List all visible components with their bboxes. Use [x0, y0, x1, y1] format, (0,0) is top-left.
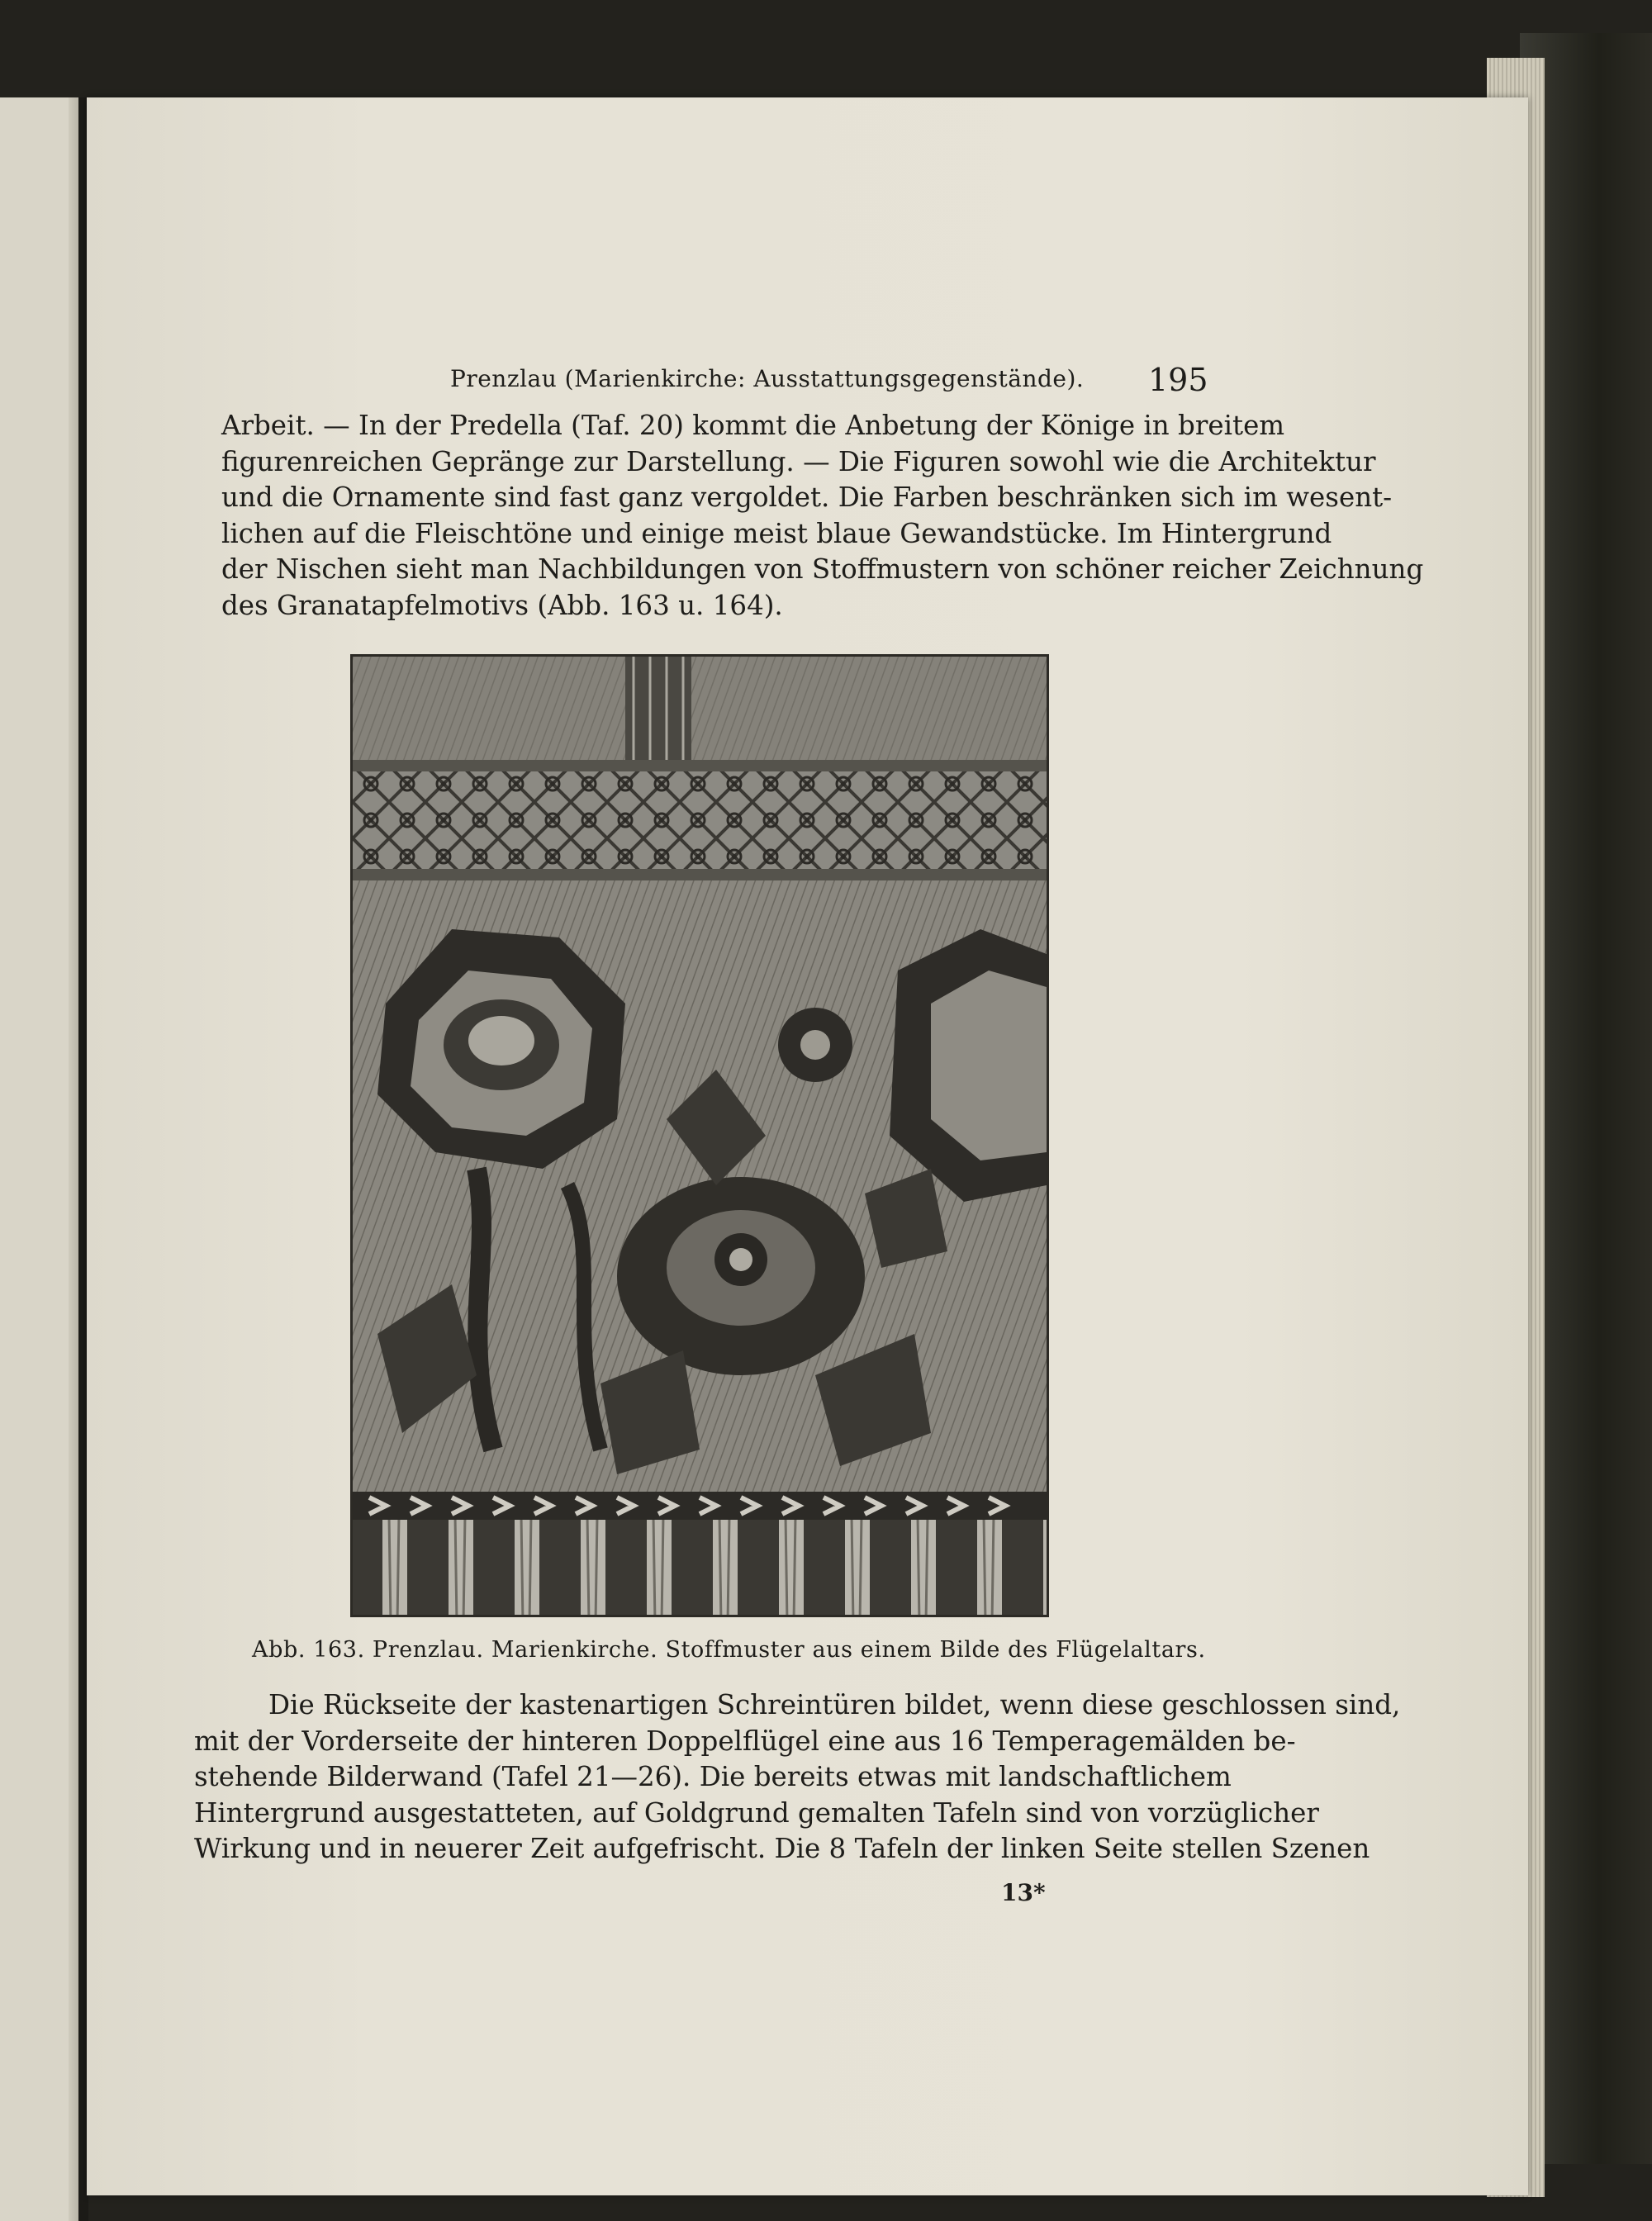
- text-line: figurenreichen Gepränge zur Darstellung. — Die Figuren sowohl wie die Architektur: [221, 445, 1376, 477]
- text-line: Die Rückseite der kastenartigen Schreintüren bildet, wenn diese geschlossen sind,: [268, 1689, 1401, 1720]
- text-line: Hintergrund ausgestatteten, auf Goldgrund gemalten Tafeln sind von vorzüglicher: [194, 1796, 1319, 1829]
- text-line: Arbeit. — In der Predella (Taf. 20) kommt die Anbetung der Könige in breitem: [221, 410, 1285, 441]
- paragraph-2: [194, 1687, 1401, 1867]
- text-line: mit der Vorderseite der hinteren Doppelflügel eine aus 16 Temperagemälden be-: [194, 1725, 1296, 1757]
- text-line: der Nischen sieht man Nachbildungen von Stoffmustern von schöner reicher Zeichnung: [221, 553, 1424, 585]
- text-line: und die Ornamente sind fast ganz vergoldet. Die Farben beschränken sich im wesent-: [221, 482, 1393, 513]
- signature-mark: 13*: [1001, 1879, 1046, 1906]
- fabric-pattern-illustration: [350, 654, 1049, 1617]
- facing-page-edge: [0, 97, 78, 2221]
- running-head: Prenzlau (Marienkirche: Ausstattungsgegenstände).: [450, 365, 1085, 392]
- text-line: Wirkung und in neuerer Zeit aufgefrischt. Die 8 Tafeln der linken Seite stellen Szenen: [194, 1833, 1370, 1864]
- text-line: des Granatapfelmotivs (Abb. 163 u. 164).: [221, 589, 783, 621]
- text-line: stehende Bilderwand (Tafel 21—26). Die bereits etwas mit landschaftlichem: [194, 1761, 1232, 1792]
- figure-caption: Abb. 163. Prenzlau. Marienkirche. Stoffmuster aus einem Bilde des Flügelaltars.: [252, 1637, 1206, 1663]
- page-number: 195: [1148, 362, 1208, 398]
- text-line: lichen auf die Fleischtöne und einige meist blaue Gewandstücke. Im Hintergrund: [221, 517, 1332, 549]
- paragraph-1: [221, 408, 1424, 624]
